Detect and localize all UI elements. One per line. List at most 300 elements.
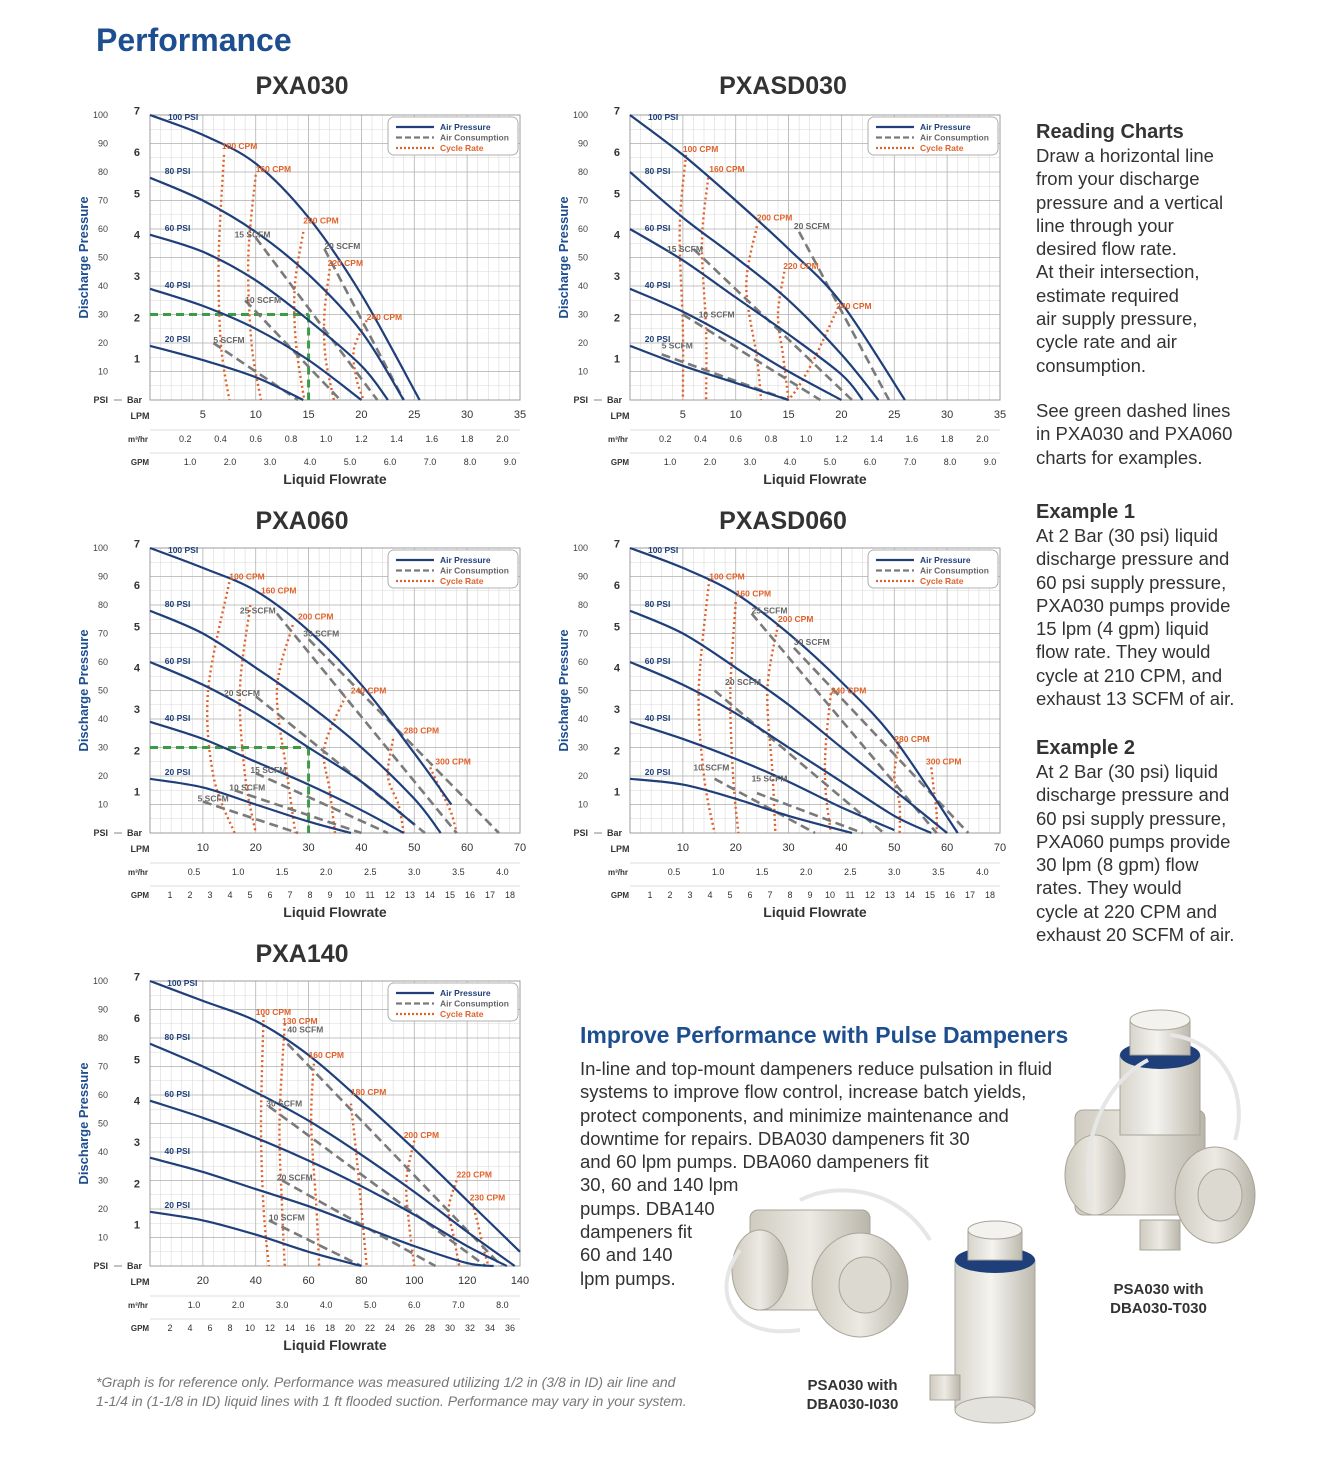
- improve-line: downtime for repairs. DBA030 dampeners fit 30: [580, 1127, 970, 1149]
- gpm-tick-label: 14: [284, 1323, 296, 1333]
- y-axis-label: Discharge Pressure: [556, 196, 571, 319]
- psi-tick-label: 10: [97, 799, 108, 810]
- scfm-label: 5 SCFM: [661, 340, 693, 351]
- psi-curve-label: 40 PSI: [164, 280, 191, 290]
- reading-charts-line: consumption.: [1036, 354, 1147, 376]
- example2-line: discharge pressure and: [1036, 784, 1230, 806]
- gpm-tick-label: 26: [404, 1323, 416, 1333]
- psi-curve-label: 60 PSI: [164, 1089, 191, 1099]
- m3hr-tick-label: 0.8: [764, 434, 778, 444]
- lpm-tick-label: 10: [676, 842, 689, 854]
- scfm-label: 5 SCFM: [213, 335, 245, 345]
- cycle-rate-label: 230 CPM: [469, 1192, 506, 1203]
- m3hr-tick-label: 1.0: [319, 434, 333, 444]
- reading-charts-note: in PXA030 and PXA060: [1036, 423, 1233, 445]
- psi-unit-label: PSI: [93, 395, 108, 405]
- air-pressure-curve: [150, 1044, 515, 1266]
- cycle-rate-curve: [789, 312, 837, 400]
- gpm-tick-label: 3.0: [743, 457, 757, 467]
- lpm-unit-label: LPM: [130, 411, 150, 421]
- gpm-tick-label: 32: [464, 1323, 476, 1333]
- caption-line: PSA030 with: [807, 1377, 898, 1394]
- x-axis-label: Liquid Flowrate: [283, 904, 387, 920]
- m3hr-tick-label: 1.2: [355, 434, 368, 444]
- psi-tick-label: 100: [572, 110, 588, 120]
- gpm-tick-label: 10: [244, 1323, 256, 1333]
- psi-curve-label: 100 PSI: [167, 544, 199, 555]
- psi-curve-label: 100 PSI: [647, 544, 679, 555]
- bar-tick-label: 5: [613, 621, 620, 634]
- gpm-unit-label: GPM: [610, 891, 630, 900]
- cycle-rate-label: 220 CPM: [783, 260, 819, 271]
- psi-tick-label: 90: [97, 571, 108, 582]
- lpm-tick-label: 35: [513, 409, 527, 421]
- gpm-tick-label: 36: [504, 1323, 516, 1333]
- m3hr-tick-label: 0.5: [187, 867, 201, 877]
- m3hr-tick-label: 2.0: [799, 867, 813, 877]
- m3hr-tick-label: 0.6: [249, 434, 262, 444]
- gpm-tick-label: 15: [924, 890, 936, 900]
- lpm-tick-label: 50: [888, 842, 901, 854]
- cycle-rate-label: 160 CPM: [255, 164, 292, 174]
- cycle-rate-label: 220 CPM: [327, 258, 364, 269]
- gpm-unit-label: GPM: [130, 1324, 150, 1333]
- psi-tick-label: 70: [97, 195, 108, 206]
- m3hr-tick-label: 3.5: [452, 867, 465, 877]
- gpm-tick-label: 3: [207, 890, 213, 900]
- example1-line: discharge pressure and: [1036, 548, 1230, 570]
- improve-line: and 60 lpm pumps. DBA060 dampeners fit: [580, 1151, 929, 1173]
- lpm-tick-label: 80: [355, 1275, 368, 1287]
- cycle-rate-label: 300 CPM: [435, 756, 471, 767]
- gpm-tick-label: 6.0: [863, 457, 877, 467]
- lpm-tick-label: 10: [729, 409, 742, 421]
- y-axis-label: Discharge Pressure: [76, 196, 91, 319]
- example2-line: exhaust 20 SCFM of air.: [1036, 924, 1235, 946]
- gpm-tick-label: 4: [707, 890, 713, 900]
- bar-tick-label: 5: [133, 621, 140, 634]
- gpm-tick-label: 28: [424, 1323, 436, 1333]
- example1-line: PXA030 pumps provide: [1036, 594, 1231, 616]
- psi-curve-label: 60 PSI: [164, 223, 191, 233]
- psi-curve-label: 80 PSI: [644, 166, 671, 176]
- lpm-tick-label: 40: [835, 842, 848, 854]
- gpm-tick-label: 9.0: [983, 457, 997, 467]
- cycle-rate-label: 180 CPM: [350, 1087, 387, 1097]
- psi-tick-label: 80: [577, 600, 588, 610]
- gpm-tick-label: 5.0: [823, 457, 837, 467]
- reading-charts-heading: Reading Charts: [1036, 121, 1184, 143]
- lpm-tick-label: 5: [199, 409, 206, 421]
- psi-curve-label: 20 PSI: [164, 334, 191, 345]
- scfm-label: 30 SCFM: [303, 628, 340, 639]
- lpm-tick-label: 60: [461, 842, 474, 854]
- m3hr-tick-label: 0.4: [694, 434, 707, 444]
- psi-tick-label: 10: [97, 1232, 108, 1243]
- lpm-tick-label: 20: [355, 409, 368, 421]
- air-consumption-line: [277, 614, 457, 834]
- psi-tick-label: 10: [577, 799, 588, 810]
- caption-top-mount: [1086, 1280, 1231, 1318]
- psi-tick-label: 30: [97, 1175, 108, 1186]
- caption-line: DBA030-I030: [806, 1396, 899, 1413]
- gpm-tick-label: 12: [864, 890, 876, 900]
- lpm-tick-label: 40: [355, 842, 368, 854]
- cycle-rate-label: 220 CPM: [456, 1169, 493, 1180]
- psi-curve-label: 80 PSI: [164, 166, 191, 176]
- chart-pxasd060: [550, 533, 1020, 928]
- psi-curve-label: 100 PSI: [167, 977, 198, 988]
- gpm-tick-label: 6: [747, 890, 753, 900]
- psi-tick-label: 60: [97, 224, 108, 234]
- psi-curve-label: 100 PSI: [167, 111, 199, 122]
- caption-inline: [780, 1376, 925, 1414]
- gpm-tick-label: 6: [207, 1323, 213, 1333]
- lpm-tick-label: 15: [302, 409, 315, 421]
- cycle-rate-curve: [406, 1141, 414, 1266]
- gpm-tick-label: 6.0: [383, 457, 397, 467]
- psi-tick-label: 40: [577, 281, 588, 291]
- gpm-tick-label: 7.0: [903, 457, 917, 467]
- gpm-tick-label: 6: [267, 890, 273, 900]
- gpm-tick-label: 11: [845, 890, 855, 900]
- reading-charts-line: At their intersection,: [1036, 261, 1200, 283]
- gpm-tick-label: 4.0: [303, 457, 317, 467]
- psi-tick-label: 40: [97, 714, 108, 724]
- bar-tick-label: 5: [133, 188, 140, 201]
- bar-tick-label: 7: [613, 538, 620, 551]
- lpm-tick-label: 30: [782, 842, 795, 854]
- psi-curve-label: 20 PSI: [644, 334, 671, 345]
- gpm-tick-label: 2: [187, 890, 193, 900]
- psi-tick-label: 20: [97, 1204, 108, 1214]
- cycle-rate-curve: [279, 1024, 284, 1266]
- m3hr-tick-label: 3.0: [275, 1300, 289, 1310]
- lpm-tick-label: 40: [249, 1275, 262, 1287]
- legend-label: Cycle Rate: [440, 1009, 484, 1019]
- psi-tick-label: 40: [577, 714, 588, 724]
- gpm-tick-label: 16: [464, 890, 476, 900]
- psi-curve-label: 60 PSI: [644, 656, 671, 666]
- gpm-tick-label: 11: [365, 890, 375, 900]
- gpm-tick-label: 16: [944, 890, 956, 900]
- gpm-tick-label: 4: [227, 890, 233, 900]
- lpm-tick-label: 100: [405, 1275, 424, 1287]
- scfm-label: 20 SCFM: [793, 221, 830, 231]
- cycle-rate-curve: [699, 579, 715, 833]
- cycle-rate-label: 240 CPM: [366, 312, 403, 323]
- bar-tick-label: 6: [133, 146, 140, 159]
- lpm-tick-label: 60: [302, 1275, 315, 1287]
- scfm-label: 20 SCFM: [276, 1172, 313, 1183]
- gpm-tick-label: 14: [904, 890, 916, 900]
- bar-tick-label: 4: [613, 229, 620, 242]
- caption-line: PSA030 with: [1113, 1281, 1204, 1298]
- cycle-rate-label: 300 CPM: [926, 756, 962, 767]
- m3hr-tick-label: 2.0: [976, 434, 989, 444]
- chart-title-pxa060: PXA060: [255, 507, 349, 535]
- example2-heading: Example 2: [1036, 737, 1135, 759]
- bar-unit-label: Bar: [127, 1261, 143, 1271]
- psi-tick-label: 100: [572, 543, 588, 553]
- lpm-tick-label: 70: [513, 842, 527, 854]
- gpm-tick-label: 17: [964, 890, 976, 900]
- m3hr-tick-label: 5.0: [363, 1300, 377, 1310]
- chart-pxa060: [70, 533, 540, 928]
- psi-tick-label: 40: [97, 281, 108, 291]
- m3hr-tick-label: 4.0: [496, 867, 509, 877]
- gpm-tick-label: 9.0: [503, 457, 517, 467]
- reading-charts-line: estimate required: [1036, 284, 1179, 306]
- bar-tick-label: 4: [613, 662, 620, 675]
- cycle-rate-label: 160 CPM: [308, 1049, 345, 1060]
- y-axis-label: Discharge Pressure: [76, 1062, 91, 1185]
- m3hr-tick-label: 0.4: [214, 434, 227, 444]
- m3hr-tick-label: 6.0: [408, 1300, 421, 1310]
- bar-tick-label: 1: [133, 1219, 140, 1232]
- bar-tick-label: 7: [133, 538, 140, 551]
- scfm-label: 20 SCFM: [725, 676, 762, 687]
- cycle-rate-label: 200 CPM: [403, 1129, 440, 1140]
- gpm-tick-label: 9: [327, 890, 333, 900]
- bar-tick-label: 6: [133, 1012, 140, 1025]
- gpm-tick-label: 7: [767, 890, 773, 900]
- psi-tick-label: 80: [97, 600, 108, 610]
- lpm-tick-label: 10: [249, 409, 262, 421]
- reading-charts-section: [1036, 120, 1276, 469]
- psi-curve-label: 100 PSI: [647, 111, 679, 122]
- psi-tick-label: 50: [577, 685, 588, 696]
- lpm-tick-label: 30: [302, 842, 315, 854]
- psi-unit-label: PSI: [93, 1261, 108, 1271]
- psi-unit-label: PSI: [573, 828, 588, 838]
- m3hr-tick-label: 8.0: [496, 1300, 509, 1310]
- scfm-label: 25 SCFM: [751, 605, 788, 616]
- cycle-rate-label: 240 CPM: [830, 685, 867, 696]
- air-pressure-curve: [150, 346, 303, 400]
- gpm-tick-label: 1.0: [183, 457, 197, 467]
- legend-label: Air Pressure: [440, 988, 491, 998]
- scfm-label: 25 SCFM: [239, 605, 276, 616]
- psi-curve-label: 40 PSI: [644, 713, 671, 723]
- chart-title-pxa030: PXA030: [255, 72, 349, 100]
- gpm-tick-label: 24: [384, 1323, 396, 1333]
- example1-line: 15 lpm (4 gpm) liquid: [1036, 618, 1209, 640]
- bar-tick-label: 3: [613, 703, 620, 716]
- lpm-tick-label: 20: [249, 842, 262, 854]
- lpm-tick-label: 140: [510, 1275, 530, 1287]
- gpm-tick-label: 16: [304, 1323, 316, 1333]
- gpm-tick-label: 14: [424, 890, 436, 900]
- gpm-tick-label: 5: [727, 890, 733, 900]
- gpm-unit-label: GPM: [610, 458, 630, 467]
- cycle-rate-label: 130 CPM: [282, 1015, 318, 1026]
- gpm-tick-label: 8: [227, 1323, 233, 1333]
- chart-pxa030: [70, 100, 540, 495]
- scfm-label: 15 SCFM: [234, 229, 271, 240]
- scfm-label: 5 SCFM: [197, 793, 229, 804]
- bar-tick-label: 7: [133, 105, 140, 118]
- psi-tick-label: 40: [97, 1147, 108, 1157]
- bar-tick-label: 2: [133, 312, 140, 325]
- gpm-tick-label: 20: [344, 1323, 356, 1333]
- example1-line: 60 psi supply pressure,: [1036, 571, 1227, 593]
- bar-tick-label: 2: [133, 745, 140, 758]
- example2-section: [1036, 736, 1276, 946]
- bar-tick-label: 4: [133, 662, 140, 675]
- gpm-tick-label: 13: [884, 890, 896, 900]
- psi-tick-label: 10: [577, 366, 588, 377]
- m3hr-tick-label: 1.4: [870, 434, 883, 444]
- example1-line: exhaust 13 SCFM of air.: [1036, 688, 1235, 710]
- lpm-tick-label: 10: [196, 842, 209, 854]
- gpm-tick-label: 30: [444, 1323, 456, 1333]
- psi-tick-label: 90: [577, 138, 588, 149]
- cycle-rate-label: 100 CPM: [229, 571, 265, 582]
- example1-line: flow rate. They would: [1036, 641, 1211, 663]
- reading-charts-line: line through your: [1036, 214, 1174, 236]
- legend-label: Air Pressure: [920, 122, 971, 132]
- cycle-rate-label: 100 CPM: [255, 1007, 292, 1018]
- chart-pxa140: [70, 966, 540, 1361]
- psi-tick-label: 20: [97, 338, 108, 348]
- m3hr-unit-label: m³/hr: [128, 435, 148, 444]
- cycle-rate-curve: [825, 693, 831, 833]
- m3hr-tick-label: 4.0: [319, 1300, 333, 1310]
- pump-dampener-top-mount-image: [1020, 1000, 1260, 1275]
- psi-tick-label: 10: [97, 366, 108, 377]
- gpm-tick-label: 12: [384, 890, 396, 900]
- bar-tick-label: 1: [133, 786, 140, 799]
- bar-tick-label: 4: [133, 1095, 140, 1108]
- y-axis-label: Discharge Pressure: [76, 629, 91, 752]
- footnote-line: *Graph is for reference only. Performance was measured utilizing 1/2 in (3/8 in ID) air line and: [96, 1374, 676, 1390]
- lpm-tick-label: 30: [461, 409, 474, 421]
- psi-tick-label: 90: [577, 571, 588, 582]
- m3hr-tick-label: 1.6: [425, 434, 439, 444]
- m3hr-tick-label: 3.0: [888, 867, 901, 877]
- psi-tick-label: 30: [97, 742, 108, 753]
- cycle-rate-label: 100 CPM: [682, 144, 719, 155]
- cycle-rate-label: 200 CPM: [303, 215, 339, 226]
- psi-tick-label: 60: [577, 657, 588, 667]
- gpm-tick-label: 8: [307, 890, 313, 900]
- psi-tick-label: 30: [97, 309, 108, 320]
- gpm-unit-label: GPM: [130, 458, 150, 467]
- m3hr-tick-label: 2.5: [843, 867, 857, 877]
- m3hr-tick-label: 2.5: [363, 867, 377, 877]
- m3hr-tick-label: 0.2: [658, 434, 672, 444]
- reading-charts-line: pressure and a vertical: [1036, 191, 1224, 213]
- cycle-rate-label: 100 CPM: [221, 141, 258, 152]
- gpm-tick-label: 9: [807, 890, 813, 900]
- gpm-tick-label: 5.0: [343, 457, 357, 467]
- reading-charts-line: Draw a horizontal line: [1036, 145, 1214, 166]
- psi-tick-label: 80: [97, 1033, 108, 1043]
- psi-tick-label: 70: [97, 1061, 108, 1072]
- example2-line: At 2 Bar (30 psi) liquid: [1036, 761, 1219, 782]
- improve-line: 60 and 140: [580, 1244, 673, 1266]
- psi-tick-label: 50: [97, 252, 108, 263]
- gpm-tick-label: 2.0: [703, 457, 717, 467]
- psi-curve-label: 20 PSI: [164, 1200, 191, 1211]
- page-title: Performance: [96, 22, 292, 58]
- cycle-rate-label: 160 CPM: [709, 164, 745, 174]
- psi-tick-label: 50: [577, 252, 588, 263]
- m3hr-tick-label: 0.6: [729, 434, 742, 444]
- reading-charts-note: See green dashed lines: [1036, 399, 1231, 421]
- m3hr-tick-label: 7.0: [452, 1300, 465, 1310]
- psi-curve-label: 80 PSI: [164, 599, 191, 609]
- m3hr-tick-label: 1.4: [390, 434, 403, 444]
- footnote: [96, 1373, 736, 1411]
- air-consumption-line: [203, 802, 298, 833]
- scfm-label: 15 SCFM: [250, 765, 287, 776]
- improve-line: In-line and top-mount dampeners reduce pulsation in fluid: [580, 1058, 1053, 1079]
- lpm-tick-label: 60: [941, 842, 954, 854]
- example2-line: PXA060 pumps provide: [1036, 830, 1231, 852]
- psi-tick-label: 60: [577, 224, 588, 234]
- legend-label: Cycle Rate: [920, 143, 964, 153]
- example1-heading: Example 1: [1036, 501, 1135, 523]
- legend-label: Air Consumption: [920, 565, 989, 576]
- x-axis-label: Liquid Flowrate: [283, 1337, 387, 1353]
- scfm-label: 10 SCFM: [245, 295, 282, 306]
- legend-label: Air Pressure: [440, 122, 491, 132]
- legend-label: Air Consumption: [920, 132, 989, 143]
- gpm-tick-label: 7: [287, 890, 293, 900]
- cycle-rate-label: 160 CPM: [735, 588, 772, 599]
- gpm-tick-label: 2.0: [223, 457, 237, 467]
- example1-section: [1036, 500, 1276, 710]
- lpm-unit-label: LPM: [610, 411, 630, 421]
- lpm-tick-label: 20: [196, 1275, 209, 1287]
- m3hr-tick-label: 1.0: [711, 867, 725, 877]
- gpm-tick-label: 18: [324, 1323, 336, 1333]
- psi-curve-label: 20 PSI: [164, 767, 191, 778]
- reading-charts-note: charts for examples.: [1036, 446, 1203, 468]
- bar-tick-label: 2: [613, 312, 620, 325]
- gpm-tick-label: 5: [247, 890, 253, 900]
- psi-tick-label: 90: [97, 138, 108, 149]
- scfm-label: 10 SCFM: [698, 309, 735, 320]
- improve-line: lpm pumps.: [580, 1267, 676, 1289]
- m3hr-tick-label: 1.0: [799, 434, 813, 444]
- psi-tick-label: 70: [577, 628, 588, 639]
- legend-label: Air Consumption: [440, 565, 509, 576]
- m3hr-tick-label: 1.6: [905, 434, 919, 444]
- bar-unit-label: Bar: [607, 828, 623, 838]
- scfm-label: 30 SCFM: [266, 1098, 303, 1109]
- gpm-tick-label: 17: [484, 890, 496, 900]
- air-pressure-curve: [630, 346, 789, 400]
- lpm-tick-label: 50: [408, 842, 421, 854]
- psi-tick-label: 50: [97, 1118, 108, 1129]
- gpm-unit-label: GPM: [130, 891, 150, 900]
- bar-tick-label: 6: [613, 579, 620, 592]
- bar-tick-label: 5: [133, 1054, 140, 1067]
- lpm-tick-label: 35: [993, 409, 1007, 421]
- psi-tick-label: 70: [577, 195, 588, 206]
- m3hr-unit-label: m³/hr: [608, 868, 628, 877]
- psi-tick-label: 60: [97, 1090, 108, 1100]
- chart-pxasd030: [550, 100, 1020, 495]
- psi-tick-label: 100: [92, 110, 108, 120]
- bar-unit-label: Bar: [607, 395, 623, 405]
- m3hr-tick-label: 1.5: [275, 867, 289, 877]
- m3hr-tick-label: 0.2: [178, 434, 192, 444]
- scfm-label: 20 SCFM: [324, 240, 361, 251]
